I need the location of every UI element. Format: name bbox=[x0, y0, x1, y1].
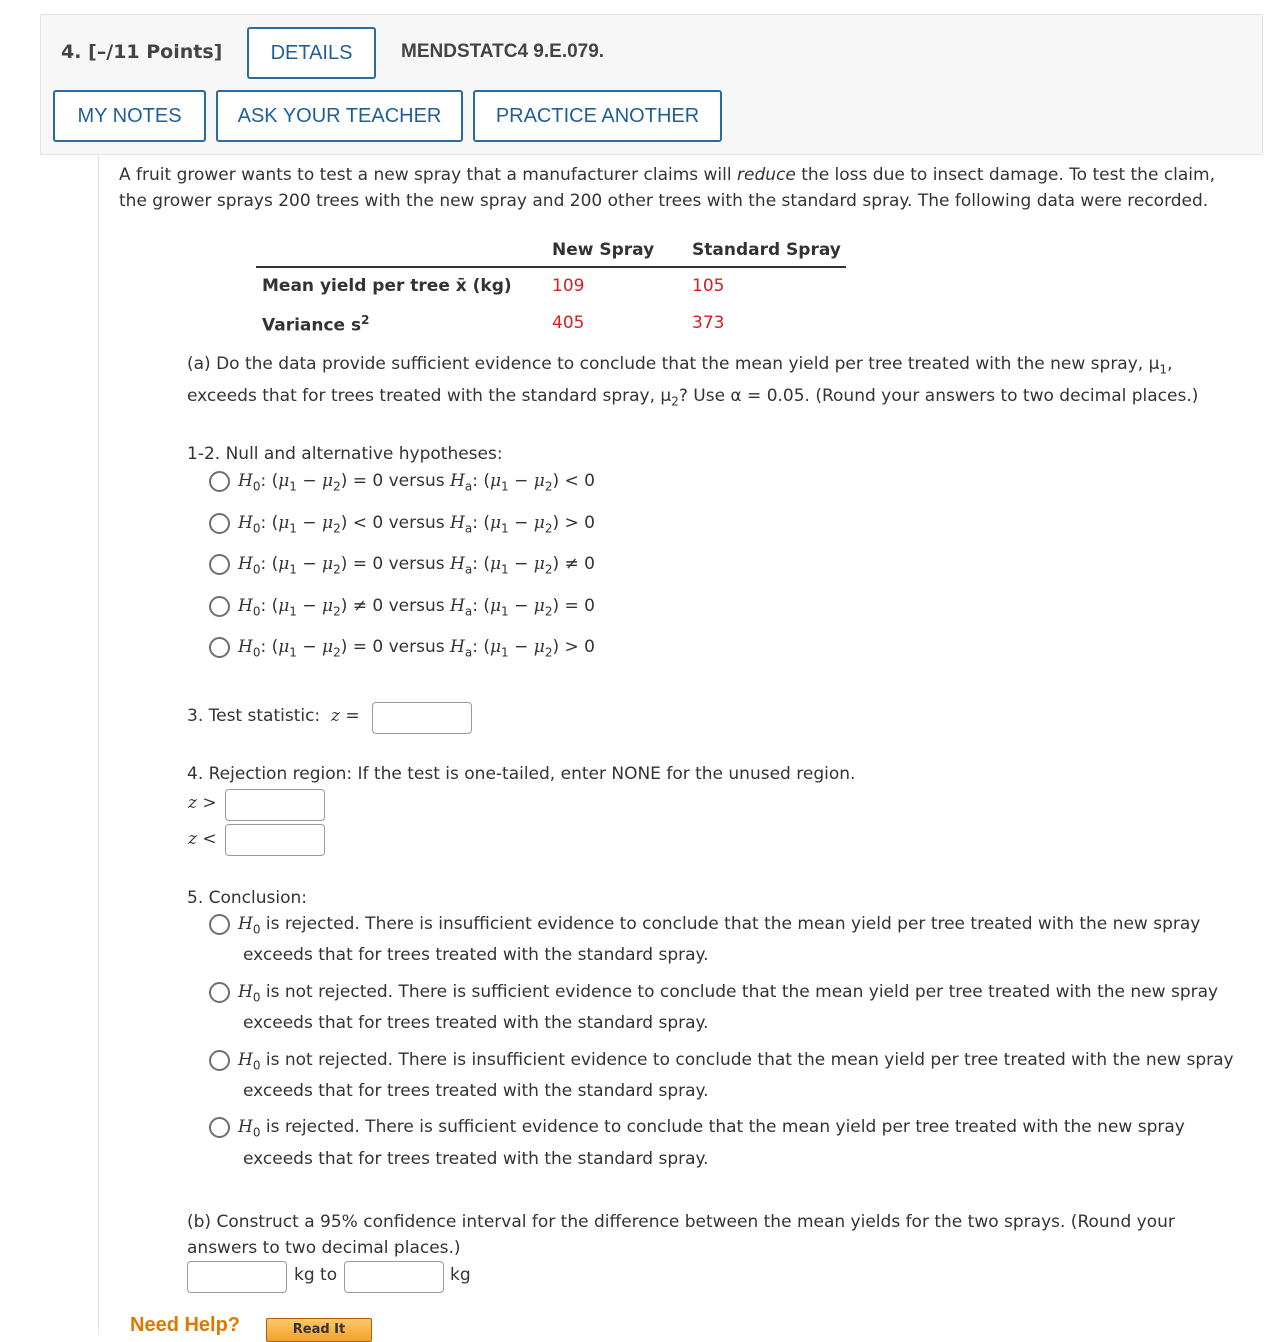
conclusion-option-1: $H_0$ is rejected. There is insufficient evidence to conclude that the mean yield per tree treated with the new spray bbox=[238, 914, 1201, 937]
hypothesis-radio-2[interactable] bbox=[209, 513, 230, 534]
row-mean-label: Mean yield per tree x̄ (kg) bbox=[262, 276, 512, 296]
ask-teacher-button[interactable]: ASK YOUR TEACHER bbox=[216, 90, 463, 142]
conclusion-option-1-cont: exceeds that for trees treated with the standard spray. bbox=[243, 945, 709, 965]
need-help-label: Need Help? bbox=[130, 1314, 241, 1336]
question-body bbox=[98, 155, 1263, 1335]
hypothesis-radio-3[interactable] bbox=[209, 554, 230, 575]
read-it-button[interactable]: Read It bbox=[266, 1318, 372, 1342]
conclusion-title: 5. Conclusion: bbox=[187, 888, 307, 908]
hypothesis-option-1: $H_0$: $(\mu_1 - \mu_2) = 0$ versus $H_a$: $(\mu_1 - \mu_2) < 0$ bbox=[238, 471, 595, 494]
hypothesis-radio-1[interactable] bbox=[209, 471, 230, 492]
part-b-question-line2: answers to two decimal places.) bbox=[187, 1238, 461, 1258]
test-statistic-label: 3. Test statistic: z = bbox=[187, 706, 360, 726]
part-b-question-line1: (b) Construct a 95% confidence interval for the difference between the mean yields for the two sprays. (Round your bbox=[187, 1212, 1175, 1232]
my-notes-button[interactable]: MY NOTES bbox=[53, 90, 206, 142]
z-greater-label: z > bbox=[188, 793, 217, 813]
question-header bbox=[40, 14, 1263, 155]
conclusion-option-3: $H_0$ is not rejected. There is insufficient evidence to conclude that the mean yield per tree treated with the new spray bbox=[238, 1050, 1234, 1073]
hypothesis-radio-5[interactable] bbox=[209, 637, 230, 658]
practice-another-button[interactable]: PRACTICE ANOTHER bbox=[473, 90, 722, 142]
variance-new-value: 405 bbox=[552, 313, 585, 333]
conclusion-option-4-cont: exceeds that for trees treated with the standard spray. bbox=[243, 1149, 709, 1169]
col-standard-spray: Standard Spray bbox=[692, 240, 841, 260]
conclusion-option-4: $H_0$ is rejected. There is sufficient evidence to conclude that the mean yield per tree treated with the new spray bbox=[238, 1117, 1185, 1140]
conclusion-radio-4[interactable] bbox=[209, 1117, 230, 1138]
mean-standard-value: 105 bbox=[692, 276, 725, 296]
ci-lower-input[interactable] bbox=[187, 1261, 287, 1293]
variance-standard-value: 373 bbox=[692, 313, 725, 333]
hypothesis-radio-4[interactable] bbox=[209, 596, 230, 617]
test-statistic-input[interactable] bbox=[372, 702, 472, 734]
conclusion-option-2-cont: exceeds that for trees treated with the standard spray. bbox=[243, 1013, 709, 1033]
rejection-lower-input[interactable] bbox=[225, 824, 325, 856]
ci-upper-input[interactable] bbox=[344, 1261, 444, 1293]
hypotheses-title: 1-2. Null and alternative hypotheses: bbox=[187, 444, 503, 464]
question-number: 4. [–/11 Points] bbox=[61, 41, 223, 63]
conclusion-radio-2[interactable] bbox=[209, 982, 230, 1003]
part-a-question-line2: exceeds that for trees treated with the standard spray, $\mu_2$? Use α = 0.05. (Round your answers to two decimal places.) bbox=[187, 386, 1199, 409]
hypothesis-option-3: $H_0$: $(\mu_1 - \mu_2) = 0$ versus $H_a$: $(\mu_1 - \mu_2) \ne 0$ bbox=[238, 554, 595, 577]
question-code: MENDSTATC4 9.E.079. bbox=[401, 41, 605, 62]
kg-to-label: kg to bbox=[294, 1265, 338, 1285]
hypothesis-option-2: $H_0$: $(\mu_1 - \mu_2) < 0$ versus $H_a$: $(\mu_1 - \mu_2) > 0$ bbox=[238, 513, 595, 536]
conclusion-radio-1[interactable] bbox=[209, 914, 230, 935]
conclusion-option-2: $H_0$ is not rejected. There is sufficient evidence to conclude that the mean yield per tree treated with the new spray bbox=[238, 982, 1219, 1005]
z-less-label: z < bbox=[188, 829, 217, 849]
col-new-spray: New Spray bbox=[552, 240, 655, 260]
hypothesis-option-5: $H_0$: $(\mu_1 - \mu_2) = 0$ versus $H_a$: $(\mu_1 - \mu_2) > 0$ bbox=[238, 637, 595, 660]
table-rule bbox=[256, 266, 846, 268]
conclusion-option-3-cont: exceeds that for trees treated with the standard spray. bbox=[243, 1081, 709, 1101]
mean-new-value: 109 bbox=[552, 276, 585, 296]
kg-unit-label: kg bbox=[450, 1265, 471, 1285]
conclusion-radio-3[interactable] bbox=[209, 1050, 230, 1071]
hypothesis-option-4: $H_0$: $(\mu_1 - \mu_2) \ne 0$ versus $H_a$: $(\mu_1 - \mu_2) = 0$ bbox=[238, 596, 595, 619]
details-button[interactable]: DETAILS bbox=[247, 27, 376, 79]
part-a-question-line1: (a) Do the data provide sufficient evidence to conclude that the mean yield per tree treated with the new spray, $\mu_1$, bbox=[187, 354, 1173, 377]
problem-statement: A fruit grower wants to test a new spray that a manufacturer claims will reduce the loss due to insect damage. To test the claim, the grower sprays 200 trees with the new spray and 200 other trees with the standard spray. The following data were recorded. bbox=[119, 165, 1215, 211]
rejection-region-label: 4. Rejection region: If the test is one-tailed, enter NONE for the unused region. bbox=[187, 764, 856, 784]
row-variance-label: Variance $s^2$ bbox=[262, 313, 370, 336]
rejection-upper-input[interactable] bbox=[225, 789, 325, 821]
